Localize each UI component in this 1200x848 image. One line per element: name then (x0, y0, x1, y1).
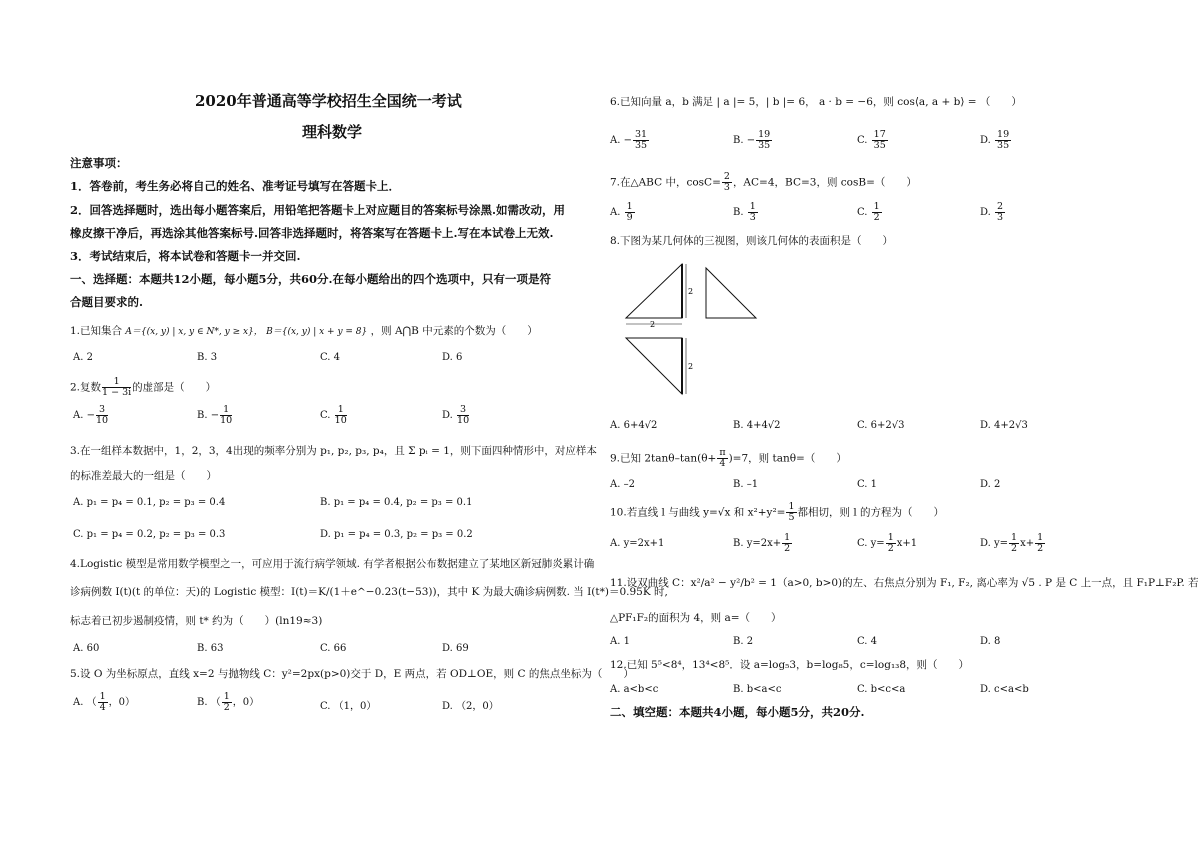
q12-option-c: C. b<c<a (857, 684, 906, 695)
q5-option-a: A. （ $\frac{1}{4}$ ，0） (73, 691, 136, 713)
q10-option-b: B. y=2x+ $\frac{1}{2}$ (733, 532, 791, 554)
q4-option-c: C. 66 (320, 643, 347, 654)
q9-option-b: B. –1 (733, 479, 759, 490)
q1-option-c: C. 4 (320, 352, 341, 363)
q5-option-b: B. （ $\frac{1}{2}$ ，0） (197, 691, 260, 713)
section1-heading-cont: 合题目要求的. (70, 295, 144, 309)
q9-option-a: A. –2 (610, 479, 635, 490)
q10-option-c: C. y= $\frac{1}{2}$ x+1 (857, 532, 918, 554)
q2-text: 2.复数 $\frac{1}{1 - 3i}$ 的虚部是（ ） (70, 376, 217, 398)
q2-option-a: A. − $\frac{3}{10}$ (73, 404, 109, 426)
q3-option-c: C. p₁ = p₄ = 0.2, p₂ = p₃ = 0.3 (73, 529, 226, 540)
q4-text-cont: 诊病例数 I(t)(t 的单位：天)的 Logistic 模型：I(t)＝K/(1＋e^−0.23(t−53))，其中 K 为最大确诊病例数. 当 I(t*)＝0.95K 时, (70, 586, 668, 598)
q6-option-d: D. $\frac{19}{35}$ (980, 129, 1010, 151)
q4-option-b: B. 63 (197, 643, 224, 654)
section1-heading: 一、选择题：本题共12小题，每小题5分，共60分.在每小题给出的四个选项中，只有一项是符 (70, 272, 552, 286)
q11-option-a: A. 1 (610, 636, 630, 647)
q8-text: 8.下图为某几何体的三视图，则该几何体的表面积是（ ） (610, 235, 894, 247)
q12-option-b: B. b<a<c (733, 684, 782, 695)
q7-text: 7.在△ABC 中，cosC= $\frac{2}{3}$ ，AC=4，BC=3，则 cosB=（ ） (610, 171, 917, 193)
q8-option-c: C. 6+2√3 (857, 420, 905, 431)
dim-label: 2 (688, 362, 694, 371)
three-view-diagram (620, 258, 770, 408)
q11-option-c: C. 4 (857, 636, 878, 647)
section2-heading: 二、填空题：本题共4小题，每小题5分，共20分. (610, 705, 865, 719)
dim-label: 2 (650, 320, 656, 329)
q5-text: 5.设 O 为坐标原点，直线 x=2 与抛物线 C：y²=2px(p>0)交于 D，E 两点，若 OD⊥OE，则 C 的焦点坐标为（ ） (70, 668, 634, 680)
dim-label: 2 (688, 287, 694, 296)
q1-option-b: B. 3 (197, 352, 218, 363)
q7-option-c: C. $\frac{1}{2}$ (857, 201, 880, 223)
q8-option-a: A. 6+4√2 (610, 420, 658, 431)
q11-option-d: D. 8 (980, 636, 1001, 647)
q3-option-a: A. p₁ = p₄ = 0.1, p₂ = p₃ = 0.4 (73, 497, 226, 508)
q11-text-cont: △PF₁F₂的面积为 4，则 a=（ ） (610, 612, 782, 624)
q7-option-d: D. $\frac{2}{3}$ (980, 201, 1004, 223)
q10-option-d: D. y= $\frac{1}{2}$ x+ $\frac{1}{2}$ (980, 532, 1044, 554)
q6-text: 6.已知向量 a，b 满足 | a |= 5，| b |= 6， a · b = −6，则 cos⟨a, a + b⟩ = （ ） (610, 96, 1022, 108)
notice-heading: 注意事项： (70, 156, 128, 170)
notice-item: 橡皮擦干净后，再选涂其他答案标号.回答非选择题时，将答案写在答题卡上.写在本试卷上无效. (70, 226, 554, 240)
q10-option-a: A. y=2x+1 (610, 538, 665, 549)
q8-option-b: B. 4+4√2 (733, 420, 781, 431)
page-title: 2020年普通高等学校招生全国统一考试 (195, 92, 462, 110)
q11-text: 11.设双曲线 C：x²/a² − y²/b² = 1（a>0, b>0)的左、右焦点分别为 F₁, F₂, 离心率为 √5 . P 是 C 上一点，且 F₁P⊥F₂P. 若 (610, 577, 1199, 589)
page-subtitle: 理科数学 (302, 123, 363, 141)
notice-item: 1．答卷前，考生务必将自己的姓名、准考证号填写在答题卡上． (70, 179, 400, 193)
q6-option-a: A. − $\frac{31}{35}$ (610, 129, 648, 151)
q4-option-a: A. 60 (73, 643, 100, 654)
q10-text: 10.若直线 l 与曲线 y=√x 和 x²+y²= $\frac{1}{5}$ 都相切，则 l 的方程为（ ） (610, 501, 945, 523)
q4-text-cont: 标志着已初步遏制疫情，则 t* 约为（ ）(ln19≈3) (70, 615, 323, 627)
q2-option-b: B. − $\frac{1}{10}$ (197, 404, 233, 426)
q4-text: 4.Logistic 模型是常用数学模型之一，可应用于流行病学领域. 有学者根据公布数据建立了某地区新冠肺炎累计确 (70, 558, 595, 570)
q7-option-a: A. $\frac{1}{9}$ (610, 201, 633, 223)
q11-option-b: B. 2 (733, 636, 754, 647)
q12-option-d: D. c<a<b (980, 684, 1029, 695)
q7-option-b: B. $\frac{1}{3}$ (733, 201, 756, 223)
q1-option-a: A. 2 (73, 352, 93, 363)
q9-option-d: D. 2 (980, 479, 1001, 490)
q1-option-d: D. 6 (442, 352, 463, 363)
q6-option-c: C. $\frac{17}{35}$ (857, 129, 886, 151)
q12-option-a: A. a<b<c (610, 684, 659, 695)
q5-option-c: C. （1，0） (320, 701, 377, 712)
q6-option-b: B. − $\frac{19}{35}$ (733, 129, 771, 151)
q9-text: 9.已知 2tanθ–tan(θ+ $\frac{\pi}{4}$ )=7，则 tanθ=（ ） (610, 447, 847, 469)
q8-option-d: D. 4+2√3 (980, 420, 1028, 431)
q1-text: 1.已知集合 A＝{(x, y) | x, y ∈ N*, y ≥ x}， B＝{(x, y) | x + y = 8} ，则 A⋂B 中元素的个数为（ ） (70, 325, 538, 337)
q9-option-c: C. 1 (857, 479, 878, 490)
q2-option-d: D. $\frac{3}{10}$ (442, 404, 470, 426)
q4-option-d: D. 69 (442, 643, 469, 654)
notice-item: 2．回答选择题时，选出每小题答案后，用铅笔把答题卡上对应题目的答案标号涂黑.如需改动，用 (70, 203, 566, 217)
q5-option-d: D. （2，0） (442, 701, 499, 712)
q12-text: 12.已知 5⁵<8⁴，13⁴<8⁵．设 a=log₅3，b=log₈5，c=log₁₃8，则（ ） (610, 659, 970, 671)
q3-text-cont: 的标准差最大的一组是（ ） (70, 470, 217, 482)
q3-option-b: B. p₁ = p₄ = 0.4, p₂ = p₃ = 0.1 (320, 497, 473, 508)
q3-text: 3.在一组样本数据中，1，2，3，4出现的频率分别为 p₁, p₂, p₃, p₄，且 Σ pᵢ = 1，则下面四种情形中，对应样本 (70, 445, 597, 457)
q2-option-c: C. $\frac{1}{10}$ (320, 404, 347, 426)
notice-item: 3．考试结束后，将本试卷和答题卡一并交回. (70, 249, 301, 263)
q3-option-d: D. p₁ = p₄ = 0.3, p₂ = p₃ = 0.2 (320, 529, 473, 540)
